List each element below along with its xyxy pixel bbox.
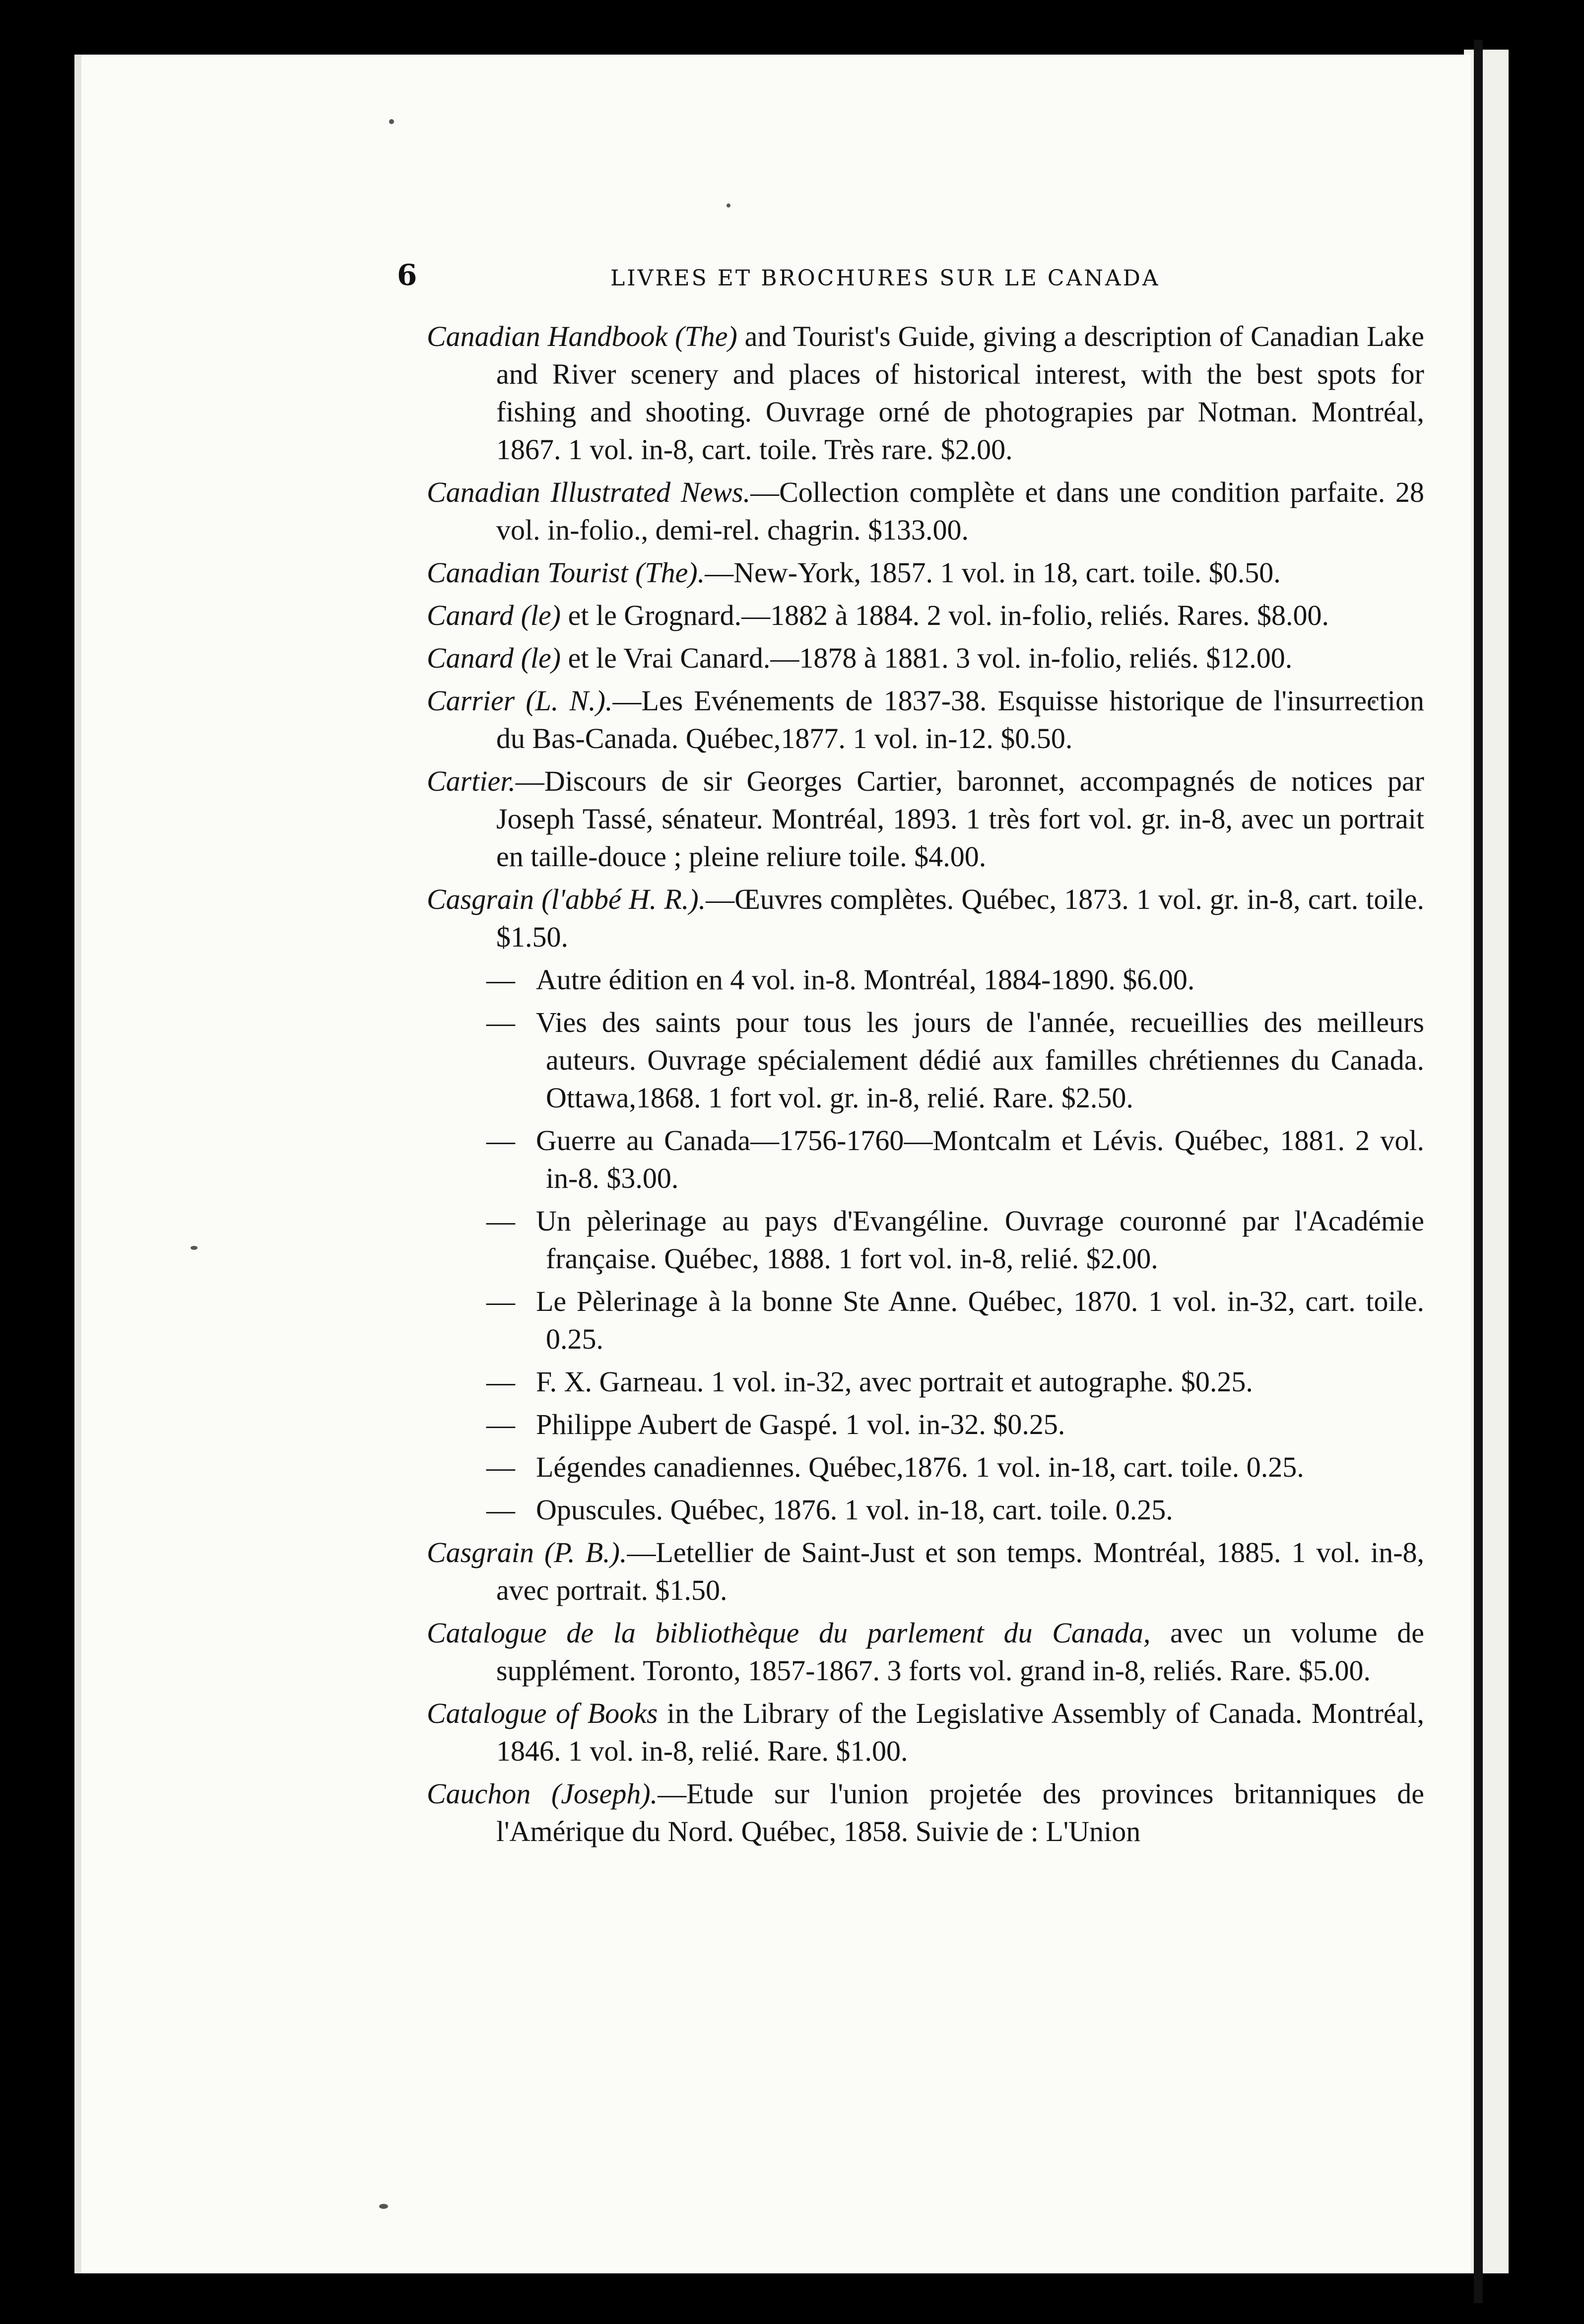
sub-entry: [466, 1283, 1424, 1358]
page-gutter-line: [1474, 40, 1483, 2303]
entry-text: et le Grognard.—1882 à 1884. 2 vol. in-folio, reliés. Rares. $8.00.: [561, 599, 1329, 631]
catalogue-entry: [427, 318, 1424, 469]
entry-title: Casgrain (l'abbé H. R.).: [427, 883, 706, 915]
entry-title: Carrier (L. N.).: [427, 684, 613, 717]
catalogue-entry: [427, 597, 1424, 634]
em-dash: —: [486, 1205, 515, 1237]
entry-title: Cartier.: [427, 765, 516, 797]
entry-text: and Tourist's Guide, giving a description of Canadian Lake and River scenery and places of historical interest, with the best spots for fishing and shooting. Ouvrage orné de photograpies par Notman. Montréal, 1867. 1 vol. in-8, cart. toile. Très rare. $2.00.: [496, 320, 1424, 466]
em-dash: —: [486, 1366, 515, 1398]
entry-text: in the Library of the Legislative Assembly of Canada. Montréal, 1846. 1 vol. in-8, relié. Rare. $1.00.: [496, 1697, 1425, 1767]
em-dash: —: [486, 1285, 515, 1317]
em-dash: —: [486, 963, 515, 996]
entry-title: Casgrain (P. B.).: [427, 1536, 627, 1569]
scan-speck: [191, 1246, 198, 1250]
catalogue-entry: [427, 1614, 1424, 1690]
catalogue-entries: [427, 318, 1424, 1855]
catalogue-entry: [427, 682, 1424, 757]
em-dash: —: [486, 1451, 515, 1483]
entry-text: —Collection complète et dans une condition parfaite. 28 vol. in-folio., demi-rel. chagrin. $133.00.: [496, 476, 1424, 546]
em-dash: —: [486, 1408, 515, 1440]
entry-text: —Etude sur l'union projetée des provinces britanniques de l'Amérique du Nord. Québec, 1858. Suivie de : L'Union: [496, 1777, 1424, 1847]
entry-text: —Œuvres complètes. Québec, 1873. 1 vol. gr. in-8, cart. toile. $1.50.: [496, 883, 1424, 953]
catalogue-entry: [427, 881, 1424, 956]
em-dash: —: [486, 1124, 515, 1157]
sub-entry: [466, 1448, 1424, 1486]
sub-entry-text: Un pèlerinage au pays d'Evangéline. Ouvrage couronné par l'Académie française. Québec, 1888. 1 fort vol. in-8, relié. $2.00.: [536, 1205, 1424, 1275]
em-dash: —: [486, 1494, 515, 1526]
sub-entry: [466, 1122, 1424, 1197]
entry-text: —Discours de sir Georges Cartier, baronnet, accompagnés de notices par Joseph Tassé, sénateur. Montréal, 1893. 1 très fort vol. gr. in-8, avec un portrait en taille-douce ; pleine reliure toile. $4.00.: [496, 765, 1424, 873]
entry-text: —New-York, 1857. 1 vol. in 18, cart. toile. $0.50.: [705, 556, 1281, 589]
sub-entry: [466, 1491, 1424, 1529]
sub-entry: [466, 1406, 1424, 1443]
catalogue-entry: [427, 1775, 1424, 1850]
sub-entry-text: Guerre au Canada—1756-1760—Montcalm et Lévis. Québec, 1881. 2 vol. in-8. $3.00.: [536, 1124, 1424, 1194]
entry-text: et le Vrai Canard.—1878 à 1881. 3 vol. in-folio, reliés. $12.00.: [561, 642, 1293, 674]
sub-entry-text: Vies des saints pour tous les jours de l'année, recueillies des meilleurs auteurs. Ouvrage spécialement dédié aux familles chrétiennes du Canada. Ottawa,1868. 1 fort vol. gr. in-8, relié. Rare. $2.50.: [536, 1006, 1424, 1114]
scan-speck: [379, 2204, 388, 2209]
entry-title: Canard (le): [427, 599, 561, 631]
catalogue-entry: [427, 639, 1424, 677]
sub-entry-text: Philippe Aubert de Gaspé. 1 vol. in-32. $0.25.: [536, 1408, 1065, 1440]
em-dash: —: [486, 1006, 515, 1038]
entry-text: avec un volume de supplément. Toronto, 1857-1867. 3 forts vol. grand in-8, reliés. Rare. $5.00.: [496, 1617, 1424, 1687]
entry-title: Canard (le): [427, 642, 561, 674]
sub-entry: [466, 961, 1424, 999]
catalogue-entry: [427, 474, 1424, 549]
entry-title: Canadian Illustrated News.: [427, 476, 751, 508]
entry-title: Cauchon (Joseph).: [427, 1777, 658, 1810]
entry-title: Catalogue de la bibliothèque du parlement du Canada,: [427, 1617, 1151, 1649]
page-number: 6: [397, 258, 417, 292]
catalogue-entry: [427, 762, 1424, 876]
catalogue-entry: [427, 554, 1424, 592]
sub-entry: [466, 1363, 1424, 1401]
sub-entry-text: Autre édition en 4 vol. in-8. Montréal, 1884-1890. $6.00.: [536, 963, 1195, 996]
entry-title: Catalogue of Books: [427, 1697, 658, 1729]
sub-entry: [466, 1202, 1424, 1278]
scan-speck: [389, 119, 394, 124]
scan-speck: [726, 204, 730, 207]
sub-entry-text: Le Pèlerinage à la bonne Ste Anne. Québec, 1870. 1 vol. in-32, cart. toile. 0.25.: [536, 1285, 1424, 1355]
sub-entry: [466, 1004, 1424, 1117]
catalogue-entry: [427, 1534, 1424, 1609]
entry-title: Canadian Tourist (The).: [427, 556, 705, 589]
catalogue-entry: [427, 1695, 1424, 1770]
entry-text: —Letellier de Saint-Just et son temps. Montréal, 1885. 1 vol. in-8, avec portrait. $1.50.: [496, 1536, 1425, 1606]
sub-entry-text: Légendes canadiennes. Québec,1876. 1 vol. in-18, cart. toile. 0.25.: [536, 1451, 1304, 1483]
sub-entry-text: F. X. Garneau. 1 vol. in-32, avec portrait et autographe. $0.25.: [536, 1366, 1253, 1398]
entry-title: Canadian Handbook (The): [427, 320, 737, 352]
running-head: LIVRES ET BROCHURES SUR LE CANADA: [610, 266, 1160, 291]
sub-entry-text: Opuscules. Québec, 1876. 1 vol. in-18, cart. toile. 0.25.: [536, 1494, 1173, 1526]
entry-text: —Les Evénements de 1837-38. Esquisse historique de l'insurrection du Bas-Canada. Québec,1877. 1 vol. in-12. $0.50.: [496, 684, 1424, 754]
